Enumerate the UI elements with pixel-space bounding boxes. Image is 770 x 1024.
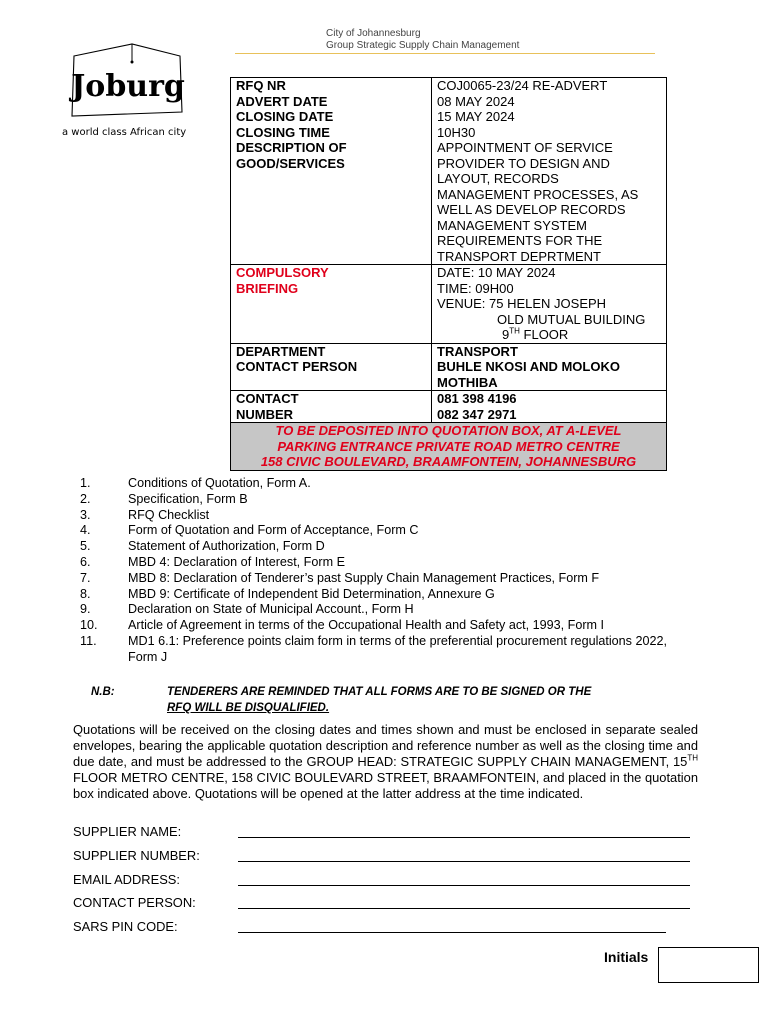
field-line[interactable] — [238, 885, 690, 886]
briefing-time: TIME: 09H00 — [437, 280, 514, 296]
department: TRANSPORT — [437, 343, 518, 359]
list-item: 2. Specification, Form B — [80, 491, 248, 506]
field-label: SARS PIN CODE: — [73, 919, 178, 934]
table-row — [231, 265, 667, 344]
list-item: 1. Conditions of Quotation, Form A. — [80, 476, 311, 490]
rfq-nr: COJ0065-23/24 RE-ADVERT — [437, 78, 608, 93]
description-label: DESCRIPTION OF GOOD/SERVICES — [236, 140, 347, 171]
svg-text:Joburg: Joburg — [71, 69, 185, 104]
deposit-instructions: TO BE DEPOSITED INTO QUOTATION BOX, AT A-LEVEL PARKING ENTRANCE PRIVATE ROAD METRO CENTRE 158 CIVIC BOULEVARD, BRAAMFONTEIN, JOHANNESBURG — [231, 423, 667, 471]
advert-date: 08 MAY 2024 — [437, 93, 515, 109]
list-item: 9. Declaration on State of Municipal Account., Form H — [80, 602, 414, 617]
briefing-details — [432, 265, 667, 344]
briefing-label: COMPULSORY BRIEFING — [231, 265, 432, 344]
field-label: EMAIL ADDRESS: — [73, 872, 180, 887]
list-item: 6. MBD 4: Declaration of Interest, Form E — [80, 554, 345, 569]
table-row — [231, 343, 667, 391]
logo-tagline: a world class African city — [62, 127, 187, 138]
briefing-venue-building: OLD MUTUAL BUILDING — [497, 311, 646, 327]
department-label: DEPARTMENT — [236, 343, 326, 359]
briefing-date: DATE: 10 MAY 2024 — [437, 265, 556, 280]
contact-person-label: CONTACT PERSON — [236, 359, 358, 374]
field-line[interactable] — [238, 837, 690, 838]
list-item: 11. MD1 6.1: Preference points claim form in terms of the preferential procurement regulations 2022, Form J — [80, 633, 667, 664]
header-divider — [235, 53, 655, 54]
closing-date-label: CLOSING DATE — [236, 109, 334, 124]
field-line[interactable] — [238, 932, 666, 933]
list-item: 8. MBD 9: Certificate of Independent Bid Determination, Annexure G — [80, 586, 495, 601]
nb-label: N.B: — [91, 686, 115, 698]
advert-date-label: ADVERT DATE — [236, 93, 328, 109]
field-label: SUPPLIER NUMBER: — [73, 848, 200, 863]
closing-time: 10H30 — [437, 124, 476, 140]
list-item: 4. Form of Quotation and Form of Acceptance, Form C — [80, 523, 419, 538]
header-org: City of Johannesburg — [326, 28, 421, 39]
table-row — [231, 78, 667, 265]
closing-date: 15 MAY 2024 — [437, 109, 515, 124]
contact-number-label: CONTACT NUMBER — [231, 391, 432, 423]
list-item: 3. RFQ Checklist — [80, 507, 210, 522]
list-item: 5. Statement of Authorization, Form D — [80, 539, 325, 554]
service-description: APPOINTMENT OF SERVICE PROVIDER TO DESIGN AND LAYOUT, RECORDS MANAGEMENT PROCESSES, AS WELL AS DEVELOP RECORDS MANAGEMENT SYSTEM REQUIREMENTS FOR THE TRANSPORT DEPRTMENT — [437, 140, 639, 264]
field-label: SUPPLIER NAME: — [73, 824, 182, 839]
field-line[interactable] — [238, 861, 690, 862]
initials-box[interactable] — [658, 947, 759, 983]
nb-line-2: RFQ WILL BE DISQUALIFIED. — [167, 702, 330, 714]
list-item: 10. Article of Agreement in terms of the Occupational Health and Safety act, 1993, Form I — [80, 618, 605, 633]
field-label: CONTACT PERSON: — [73, 895, 196, 910]
rfq-nr-label: RFQ NR — [236, 78, 286, 93]
submission-instructions: Quotations will be received on the closing dates and times shown and must be enclosed in separate sealed envelopes, bearing the applicable quotation description and reference number as well as the closing time and due date, and must be addressed to the GROUP HEAD: STRATEGIC SUPPLY CHAIN MANAGEMENT, 15TH FLOOR METRO CENTRE, 158 CIVIC BOULEVARD STREET, BRAAMFONTEIN, and placed in the quotation box indicated above. Quotations will be opened at the latter address at the time indicated. — [73, 722, 698, 801]
briefing-venue-floor: 9TH FLOOR — [502, 326, 569, 342]
nb-line-1: TENDERERS ARE REMINDED THAT ALL FORMS ARE TO BE SIGNED OR THE — [167, 686, 592, 698]
closing-time-label: CLOSING TIME — [236, 124, 330, 140]
header-division: Group Strategic Supply Chain Management — [326, 40, 520, 51]
table-row — [231, 391, 667, 423]
field-line[interactable] — [238, 908, 690, 909]
list-item: 7. MBD 8: Declaration of Tenderer’s past Supply Chain Management Practices, Form F — [80, 570, 600, 585]
required-forms-list — [80, 476, 688, 666]
rfq-details-table — [230, 77, 667, 471]
initials-label: Initials — [604, 949, 649, 965]
joburg-logo — [62, 40, 192, 140]
briefing-venue: VENUE: 75 HELEN JOSEPH — [437, 296, 607, 311]
document-header — [326, 28, 519, 52]
contact-numbers: 081 398 4196 082 347 2971 — [432, 391, 667, 423]
contact-person: BUHLE NKOSI AND MOLOKO MOTHIBA — [437, 359, 620, 390]
